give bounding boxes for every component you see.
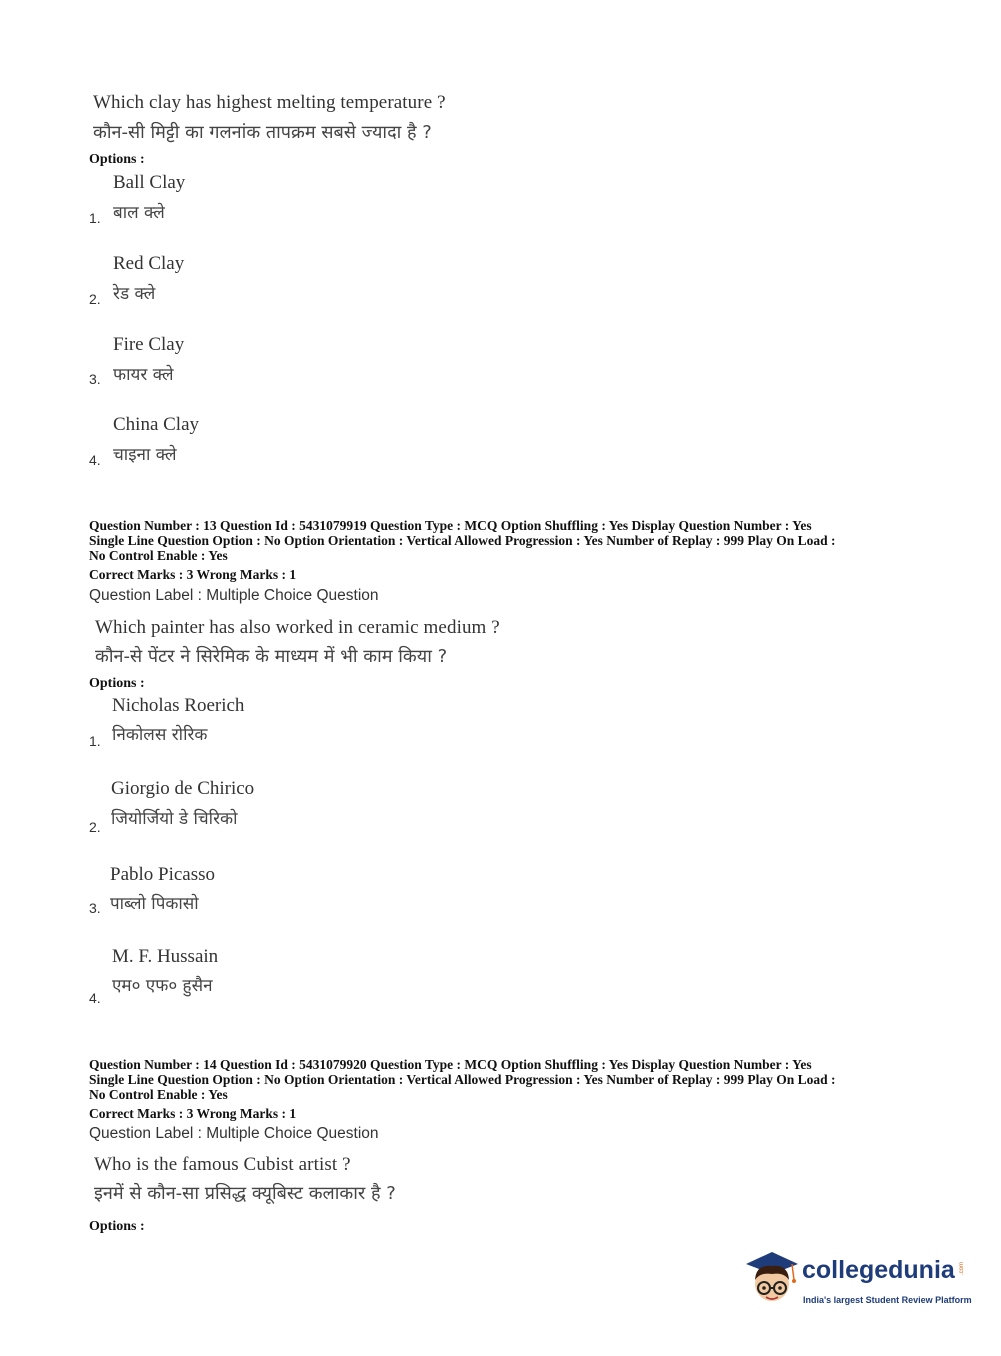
- q12-option-3-hi[interactable]: फायर क्ले: [113, 365, 174, 385]
- q12-option-1-en[interactable]: Ball Clay: [113, 172, 186, 193]
- q12-options-label: Options :: [89, 152, 145, 167]
- q13-meta-line-2: Single Line Question Option : No Option Orientation : Vertical Allowed Progression : Yes Number of Replay : 999 Play On Load :: [89, 533, 836, 548]
- q12-option-4-hi[interactable]: चाइना क्ले: [113, 445, 177, 465]
- q13-meta-line-1: Question Number : 13 Question Id : 5431079919 Question Type : MCQ Option Shuffling : Yes Display Question Number : Yes: [89, 518, 812, 533]
- q14-question-en: Who is the famous Cubist artist ?: [94, 1154, 351, 1175]
- q12-option-2-hi[interactable]: रेड क्ले: [113, 284, 156, 304]
- q13-option-4-en[interactable]: M. F. Hussain: [112, 946, 219, 967]
- collegedunia-logo: [742, 1250, 972, 1312]
- q12-question-hi: कौन-सी मिट्टी का गलनांक तापक्रम सबसे ज्यादा है ?: [93, 122, 432, 143]
- q13-option-1-number: 1.: [89, 733, 101, 749]
- q13-question-en: Which painter has also worked in ceramic medium ?: [95, 617, 500, 638]
- q13-option-3-hi[interactable]: पाब्लो पिकासो: [110, 894, 199, 914]
- q14-meta-line-3: No Control Enable : Yes: [89, 1087, 228, 1102]
- q13-meta-line-3: No Control Enable : Yes: [89, 548, 228, 563]
- q14-question-label: Question Label : Multiple Choice Question: [89, 1125, 379, 1142]
- logo-domain: .com: [959, 1262, 965, 1276]
- q12-question-en: Which clay has highest melting temperature ?: [93, 92, 446, 113]
- q12-option-1-number: 1.: [89, 210, 101, 226]
- q13-question-label: Question Label : Multiple Choice Question: [89, 587, 379, 604]
- q12-option-1-hi[interactable]: बाल क्ले: [113, 203, 165, 223]
- q14-meta-line-2: Single Line Question Option : No Option Orientation : Vertical Allowed Progression : Yes Number of Replay : 999 Play On Load :: [89, 1072, 836, 1087]
- q12-option-3-number: 3.: [89, 371, 101, 387]
- q13-option-3-en[interactable]: Pablo Picasso: [110, 864, 216, 885]
- student-mascot-icon: [742, 1250, 800, 1312]
- q14-meta-line-1: Question Number : 14 Question Id : 5431079920 Question Type : MCQ Option Shuffling : Yes Display Question Number : Yes: [89, 1057, 812, 1072]
- q12-option-2-en[interactable]: Red Clay: [113, 253, 185, 274]
- q13-option-4-hi[interactable]: एम० एफ० हुसैन: [112, 976, 213, 996]
- logo-tagline: India's largest Student Review Platform: [803, 1295, 972, 1305]
- q12-option-4-number: 4.: [89, 452, 101, 468]
- q13-option-2-number: 2.: [89, 819, 101, 835]
- q12-option-2-number: 2.: [89, 291, 101, 307]
- q13-option-1-hi[interactable]: निकोलस रोरिक: [112, 725, 208, 745]
- q13-options-label: Options :: [89, 676, 145, 691]
- q13-option-2-hi[interactable]: जियोर्जियो डे चिरिको: [111, 809, 238, 829]
- q14-question-hi: इनमें से कौन-सा प्रसिद्ध क्यूबिस्ट कलाकार है ?: [94, 1183, 396, 1204]
- logo-wordmark: collegedunia: [802, 1256, 955, 1284]
- q13-option-1-en[interactable]: Nicholas Roerich: [112, 695, 245, 716]
- q13-option-2-en[interactable]: Giorgio de Chirico: [111, 778, 255, 799]
- q14-marks: Correct Marks : 3 Wrong Marks : 1: [89, 1106, 297, 1121]
- q13-option-3-number: 3.: [89, 900, 101, 916]
- q13-question-hi: कौन-से पेंटर ने सिरेमिक के माध्यम में भी काम किया ?: [95, 646, 448, 667]
- q12-option-4-en[interactable]: China Clay: [113, 414, 200, 435]
- q13-marks: Correct Marks : 3 Wrong Marks : 1: [89, 567, 297, 582]
- q13-option-4-number: 4.: [89, 990, 101, 1006]
- q14-options-label: Options :: [89, 1219, 145, 1234]
- q12-option-3-en[interactable]: Fire Clay: [113, 334, 185, 355]
